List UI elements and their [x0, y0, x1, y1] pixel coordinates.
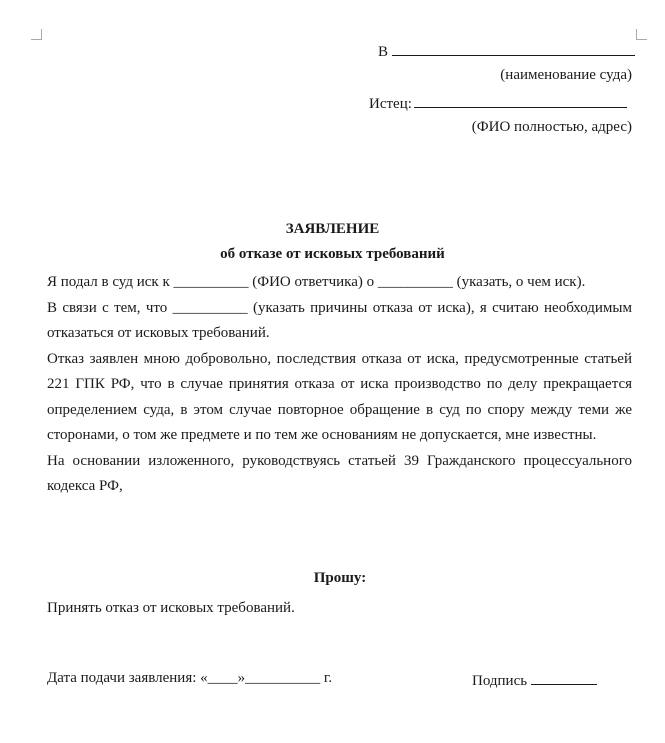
body-paragraph-4: На основании изложенного, руководствуясь статьей 39 Гражданского процессуального кодекса РФ, — [47, 452, 632, 494]
court-hint: (наименование суда) — [500, 67, 632, 83]
signature-blank-line — [531, 670, 597, 685]
page-corner-mark-top-right — [636, 29, 647, 40]
plaintiff-field-row — [369, 93, 627, 113]
document-title: ЗАЯВЛЕНИЕ — [285, 221, 380, 237]
body-paragraph-3: Отказ заявлен мною добровольно, последствия отказа от иска, предусмотренные статьей 221 ГПК РФ, что в случае принятия отказа от иска производство по делу прекращается определением суда, в этом случае повторное обращение в суд по спору между теми же сторонами, о том же предмете и по тем же основаниям не допускается, мне известны. — [47, 350, 632, 443]
page-corner-mark-top-left — [31, 29, 42, 40]
document-subtitle: об отказе от исковых требований — [220, 246, 445, 262]
plaintiff-hint: (ФИО полностью, адрес) — [471, 119, 632, 135]
plaintiff-prefix: Истец: — [369, 96, 412, 112]
request-text: Принять отказ от исковых требований. — [47, 600, 295, 616]
signature-label: Подпись — [472, 673, 528, 689]
body-paragraph-2: В связи с тем, что __________ (указать причины отказа от иска), я считаю необходимым отказаться от исковых требований. — [47, 299, 632, 341]
plaintiff-blank-line — [414, 93, 627, 108]
court-prefix: В — [378, 44, 389, 60]
filing-date-line: Дата подачи заявления: «____»__________ г. — [47, 670, 333, 686]
body-paragraph-1: Я подал в суд иск к __________ (ФИО ответчика) о __________ (указать, о чем иск). — [47, 274, 586, 290]
court-blank-line — [392, 41, 635, 56]
request-heading: Прошу: — [313, 570, 367, 586]
signature-row — [472, 670, 597, 690]
court-field-row — [378, 41, 635, 61]
document-body — [47, 270, 632, 500]
